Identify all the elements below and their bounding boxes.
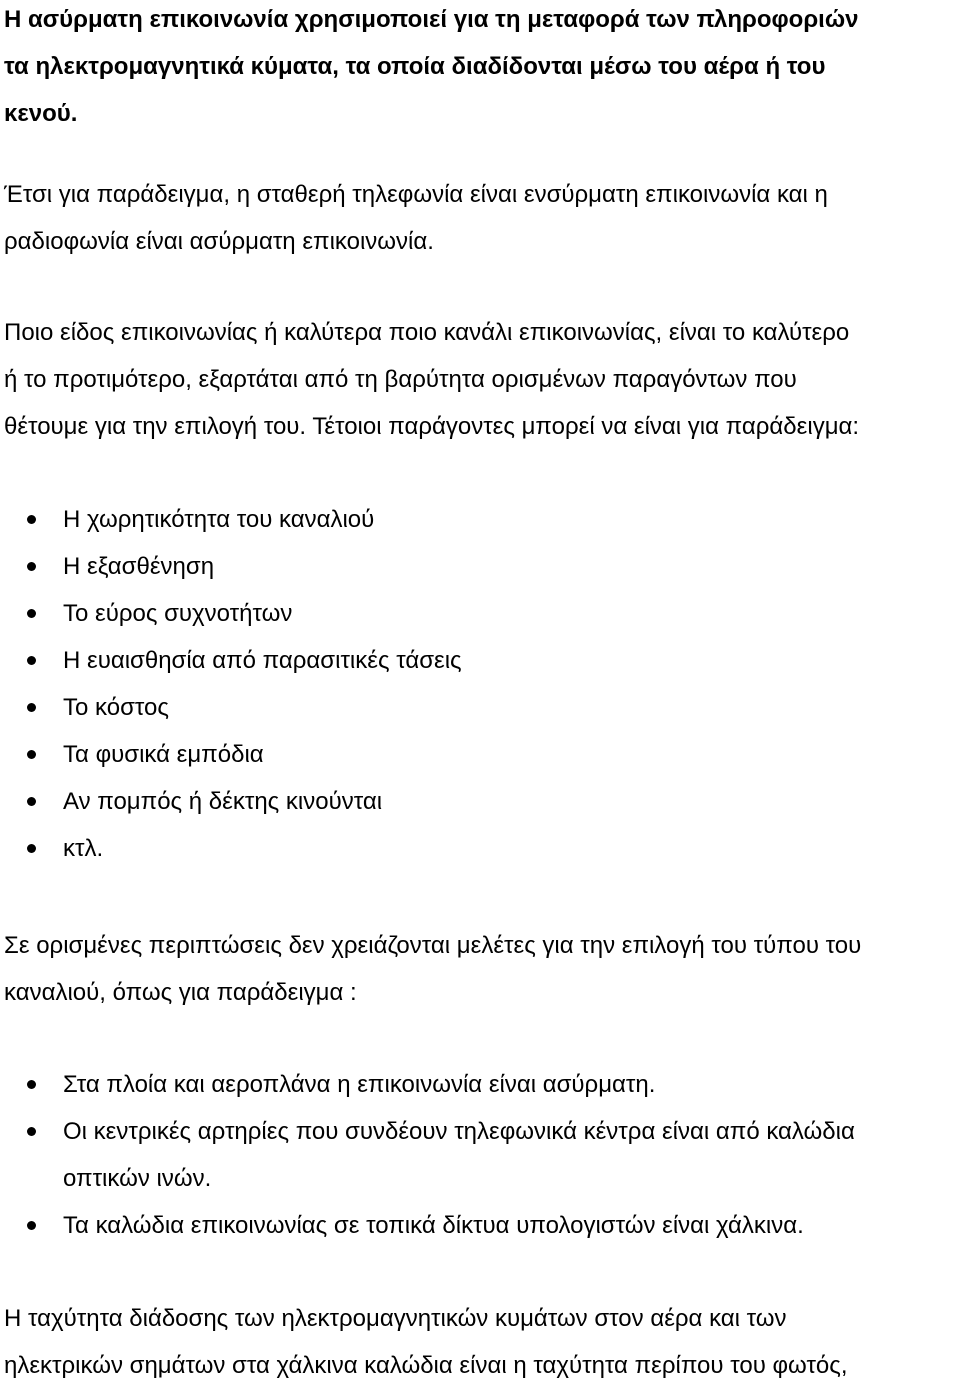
paragraph-example-telephony [4, 171, 960, 265]
bullet-icon [27, 515, 36, 524]
list-item [0, 637, 960, 684]
paragraph-no-study-needed [4, 922, 960, 1016]
bullet-icon [27, 1221, 36, 1230]
bullet-icon [27, 703, 36, 712]
text-line: Η ασύρματη επικοινωνία χρησιμοποιεί για τη μεταφορά των πληροφοριών [4, 6, 859, 33]
bullet-icon [27, 562, 36, 571]
text-line: κενού. [4, 100, 78, 127]
bullet-icon [27, 1080, 36, 1089]
list-item [0, 684, 960, 731]
list-item [0, 1202, 960, 1249]
list-item-text: Στα πλοία και αεροπλάνα η επικοινωνία είναι ασύρματη. [63, 1071, 656, 1098]
list-item [0, 590, 960, 637]
bullet-icon [27, 750, 36, 759]
list-item-text: Αν πομπός ή δέκτης κινούνται [63, 788, 383, 815]
list-item [0, 543, 960, 590]
list-item-text: Η χωρητικότητα του καναλιού [63, 506, 375, 533]
bullet-icon [27, 656, 36, 665]
paragraph-propagation-speed [4, 1295, 960, 1389]
list-item-text: Τα καλώδια επικοινωνίας σε τοπικά δίκτυα υπολογιστών είναι χάλκινα. [63, 1212, 804, 1239]
text-line: θέτουμε για την επιλογή του. Τέτοιοι παράγοντες μπορεί να είναι για παράδειγμα: [4, 413, 860, 440]
text-line: καναλιού, όπως για παράδειγμα : [4, 979, 357, 1006]
list-item-text: Το κόστος [63, 694, 169, 721]
list-item [0, 778, 960, 825]
list-item-text: Η ευαισθησία από παρασιτικές τάσεις [63, 647, 462, 674]
text-line: ηλεκτρικών σημάτων στα χάλκινα καλώδια είναι η ταχύτητα περίπου του φωτός, [4, 1352, 848, 1379]
list-item-text: Το εύρος συχνοτήτων [63, 600, 293, 627]
text-line: Έτσι για παράδειγμα, η σταθερή τηλεφωνία είναι ενσύρματη επικοινωνία και η [4, 181, 828, 208]
list-item [0, 1108, 960, 1202]
bullet-icon [27, 844, 36, 853]
text-line: ή το προτιμότερο, εξαρτάται από τη βαρύτητα ορισμένων παραγόντων που [4, 366, 797, 393]
paragraph-channel-choice [4, 309, 960, 450]
list-item-text: Τα φυσικά εμπόδια [63, 741, 264, 768]
list-item [0, 731, 960, 778]
text-line: τα ηλεκτρομαγνητικά κύματα, τα οποία διαδίδονται μέσω του αέρα ή του [4, 53, 826, 80]
factors-list [0, 496, 960, 872]
text-line: Ποιο είδος επικοινωνίας ή καλύτερα ποιο κανάλι επικοινωνίας, είναι το καλύτερο [4, 319, 850, 346]
bullet-icon [27, 797, 36, 806]
list-item [0, 825, 960, 872]
list-item-text: κτλ. [63, 835, 104, 862]
list-item-text: Η εξασθένηση [63, 553, 215, 580]
examples-list [0, 1061, 960, 1249]
list-item-text: οπτικών ινών. [63, 1165, 212, 1192]
list-item [0, 496, 960, 543]
text-line: ραδιοφωνία είναι ασύρματη επικοινωνία. [4, 228, 434, 255]
text-line: Σε ορισμένες περιπτώσεις δεν χρειάζονται μελέτες για την επιλογή του τύπου του [4, 932, 862, 959]
list-item [0, 1061, 960, 1108]
list-item-text: Οι κεντρικές αρτηρίες που συνδέουν τηλεφωνικά κέντρα είναι από καλώδια [63, 1118, 855, 1145]
paragraph-wireless-intro [4, 0, 960, 137]
text-line: Η ταχύτητα διάδοσης των ηλεκτρομαγνητικών κυμάτων στον αέρα και των [4, 1305, 787, 1332]
bullet-icon [27, 1127, 36, 1136]
bullet-icon [27, 609, 36, 618]
